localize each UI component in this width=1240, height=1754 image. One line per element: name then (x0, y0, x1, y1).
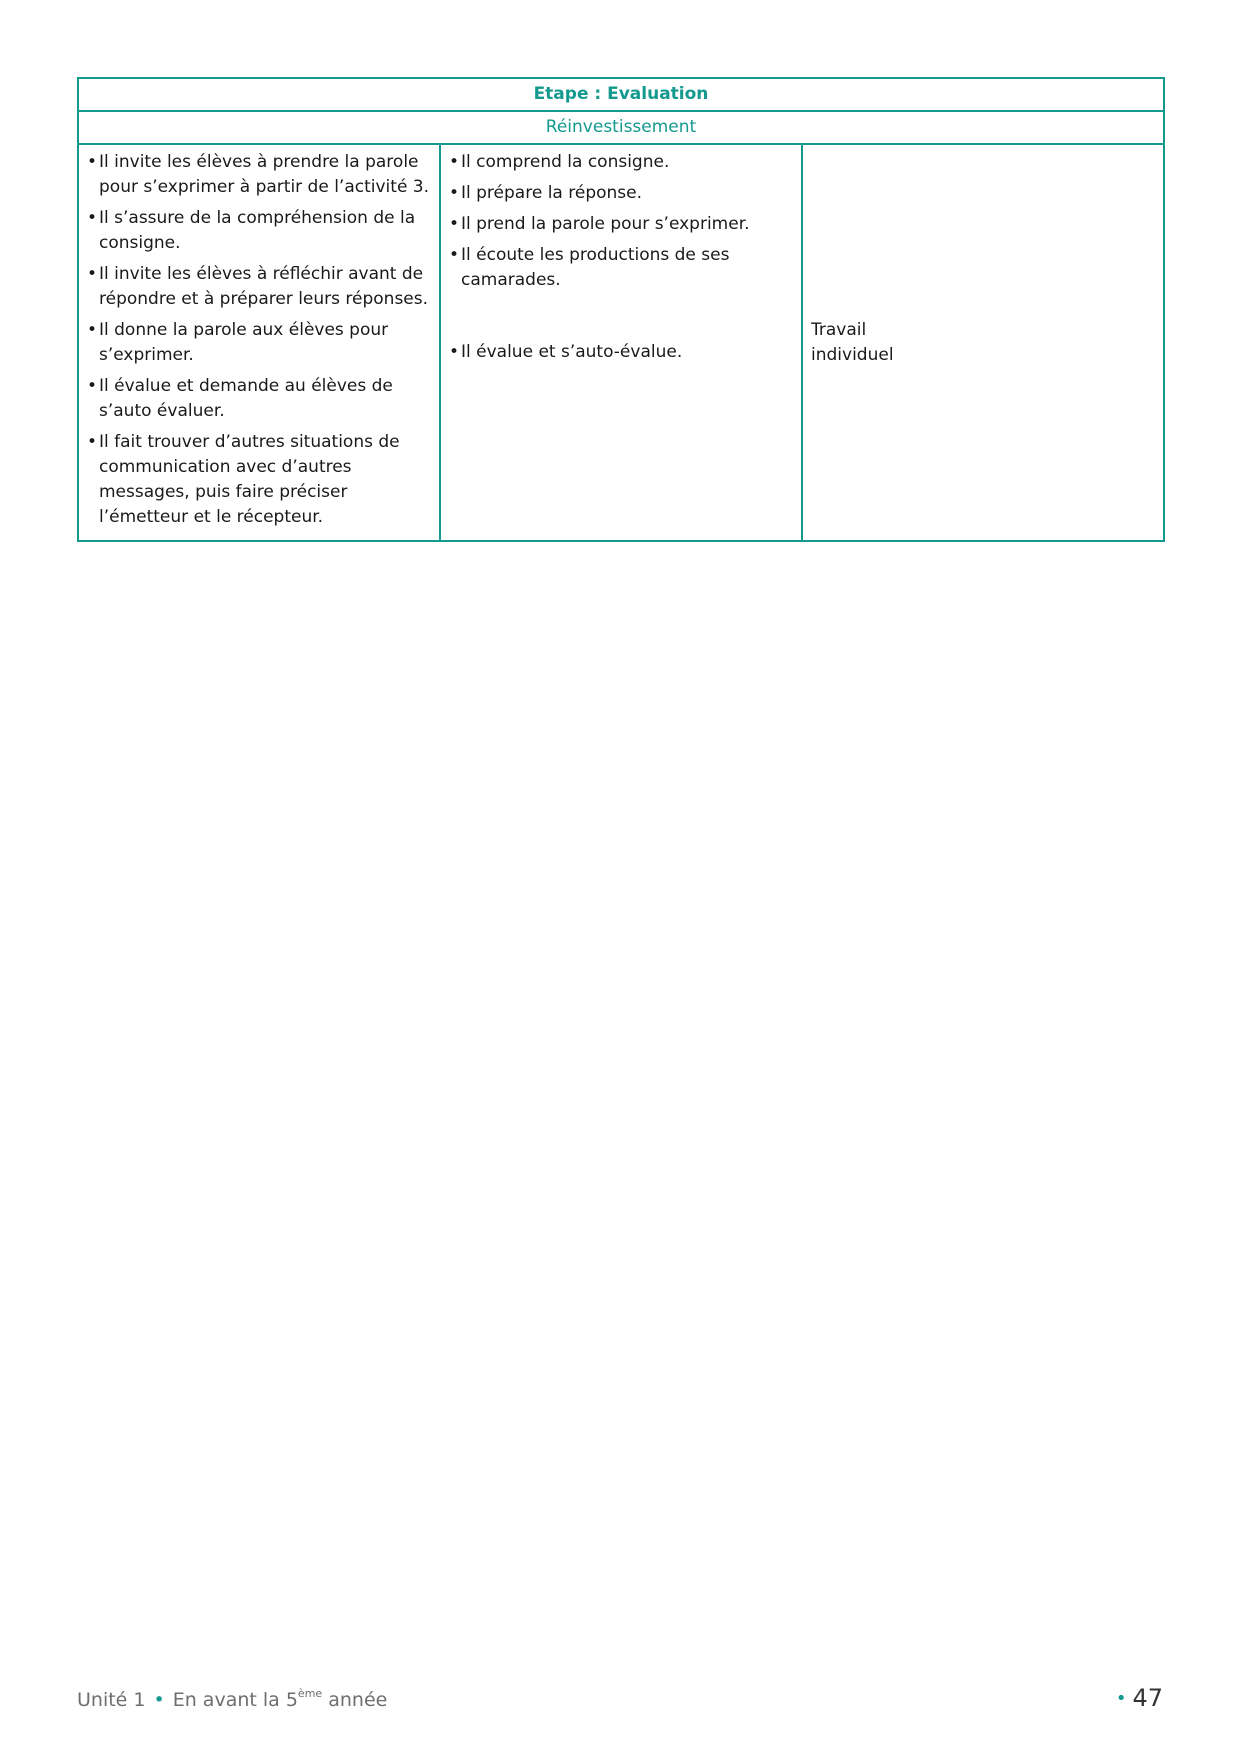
work-mode-line: Travail (811, 319, 867, 340)
content-row (78, 144, 1164, 541)
list-item: • Il écoute les productions de ses camarades. (449, 243, 793, 293)
list-item: • Il invite les élèves à réfléchir avant de répondre et à préparer leurs réponses. (87, 262, 431, 312)
student-activities-cell (440, 144, 802, 541)
book-title-prefix: En avant la 5 (172, 1689, 298, 1711)
list-item: • Il s’assure de la compréhension de la consigne. (87, 206, 431, 256)
work-mode-line: individuel (811, 344, 894, 365)
footer-unit-title (77, 1689, 387, 1711)
page-number: 47 (1132, 1684, 1163, 1712)
list-item: • Il invite les élèves à prendre la parole pour s’exprimer à partir de l’activité 3. (87, 150, 431, 200)
list-item: • Il comprend la consigne. (449, 150, 793, 175)
list-item: • Il fait trouver d’autres situations de communication avec d’autres messages, puis faire préciser l’émetteur et le récepteur. (87, 430, 431, 530)
stage-title: Etape : Evaluation (78, 78, 1164, 111)
unit-label: Unité 1 (77, 1689, 146, 1711)
student-activities-list (449, 150, 793, 365)
book-title-suffix: année (322, 1689, 388, 1711)
list-item: • Il donne la parole aux élèves pour s’exprimer. (87, 318, 431, 368)
list-item: • Il prépare la réponse. (449, 181, 793, 206)
list-item: • Il prend la parole pour s’exprimer. (449, 212, 793, 237)
work-mode-cell (802, 144, 1164, 541)
page-number-area (1116, 1684, 1163, 1712)
teacher-activities-cell (78, 144, 440, 541)
bullet-dot-icon: • (1115, 1688, 1127, 1709)
section-title: Réinvestissement (78, 111, 1164, 144)
list-item: • Il évalue et demande au élèves de s’auto évaluer. (87, 374, 431, 424)
section-row (78, 111, 1164, 144)
bullet-dot-icon: • (153, 1689, 165, 1711)
lesson-table (77, 77, 1165, 542)
stage-row (78, 78, 1164, 111)
book-title-superscript: ème (297, 1687, 323, 1700)
list-item: • Il évalue et s’auto-évalue. (449, 340, 793, 365)
teacher-activities-list (87, 150, 431, 530)
